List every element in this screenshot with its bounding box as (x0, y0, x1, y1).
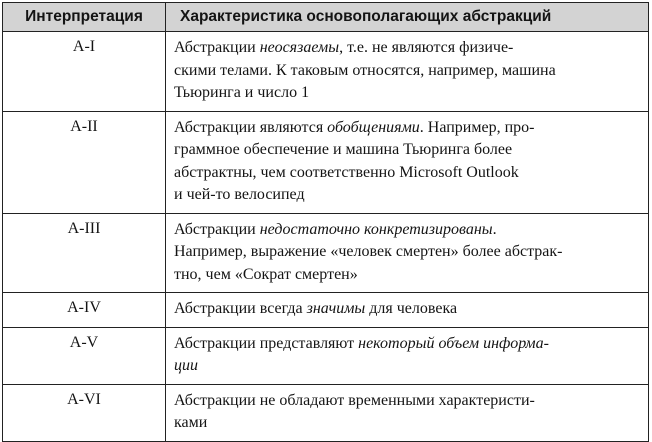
text-segment: Например, выражение «человек смертен» более абстрак- (174, 243, 563, 260)
text-line (174, 298, 640, 321)
header-row (3, 3, 649, 32)
text-line (174, 117, 640, 140)
characteristic-cell (166, 213, 649, 293)
text-line (174, 37, 640, 60)
italic-text: недостаточно конкретизированы (259, 220, 493, 238)
text-line (174, 184, 640, 207)
interpretation-cell: A-III (3, 213, 166, 293)
header-interpretation: Интерпретация (3, 3, 166, 32)
characteristic-cell (166, 111, 649, 213)
table-row (3, 213, 649, 293)
text-segment: . Например, про- (419, 118, 535, 136)
header-characteristic: Характеристика основополагающих абстракций (166, 3, 649, 32)
text-line (174, 355, 640, 378)
table-body (3, 32, 649, 442)
text-segment: ками (174, 414, 208, 431)
text-segment: Абстракции (174, 39, 260, 56)
text-segment: , т.е. не являются физиче- (339, 39, 514, 56)
italic-text: обобщениями (327, 118, 420, 136)
text-line (174, 333, 640, 356)
text-segment: . (492, 220, 497, 238)
interpretation-cell: A-II (3, 111, 166, 213)
table-row (3, 32, 649, 112)
table-row (3, 327, 649, 384)
text-line (174, 412, 640, 435)
abstractions-table (2, 2, 649, 442)
characteristic-cell (166, 327, 649, 384)
characteristic-cell (166, 384, 649, 441)
text-segment: Абстракции всегда (174, 300, 307, 317)
text-line (174, 60, 640, 83)
text-line (174, 264, 640, 287)
text-line (174, 139, 640, 162)
italic-text: некоторый объем информа- (358, 334, 549, 352)
text-segment: Абстракции являются (174, 118, 328, 136)
text-segment: и чей-то велосипед (174, 186, 305, 203)
text-line (174, 241, 640, 264)
table-row (3, 293, 649, 328)
text-segment: Абстракции не обладают временными характеристи- (174, 391, 535, 409)
characteristic-cell (166, 32, 649, 112)
text-segment: для человека (365, 300, 458, 317)
text-segment: граммное обеспечение и машина Тьюринга более (174, 141, 513, 158)
italic-text: значимы (306, 300, 366, 317)
text-line (174, 162, 640, 185)
text-line (174, 219, 640, 242)
text-segment: Тьюринга и число 1 (174, 84, 310, 101)
interpretation-cell: A-VI (3, 384, 166, 441)
interpretation-cell: A-V (3, 327, 166, 384)
table-row (3, 111, 649, 213)
italic-text: ции (174, 357, 198, 374)
interpretation-cell: A-I (3, 32, 166, 112)
text-line (174, 82, 640, 105)
interpretation-cell: A-IV (3, 293, 166, 328)
italic-text: неосязаемы (259, 39, 340, 56)
text-segment: Абстракции представляют (174, 334, 359, 352)
table-row (3, 384, 649, 441)
text-segment: скими телами. К таковым относятся, например, машина (174, 61, 556, 79)
text-segment: тно, чем «Сократ смертен» (174, 265, 358, 283)
text-segment: абстрактны, чем соответственно Microsoft Outlook (174, 163, 519, 181)
characteristic-cell (166, 293, 649, 328)
text-segment: Абстракции (174, 220, 260, 238)
